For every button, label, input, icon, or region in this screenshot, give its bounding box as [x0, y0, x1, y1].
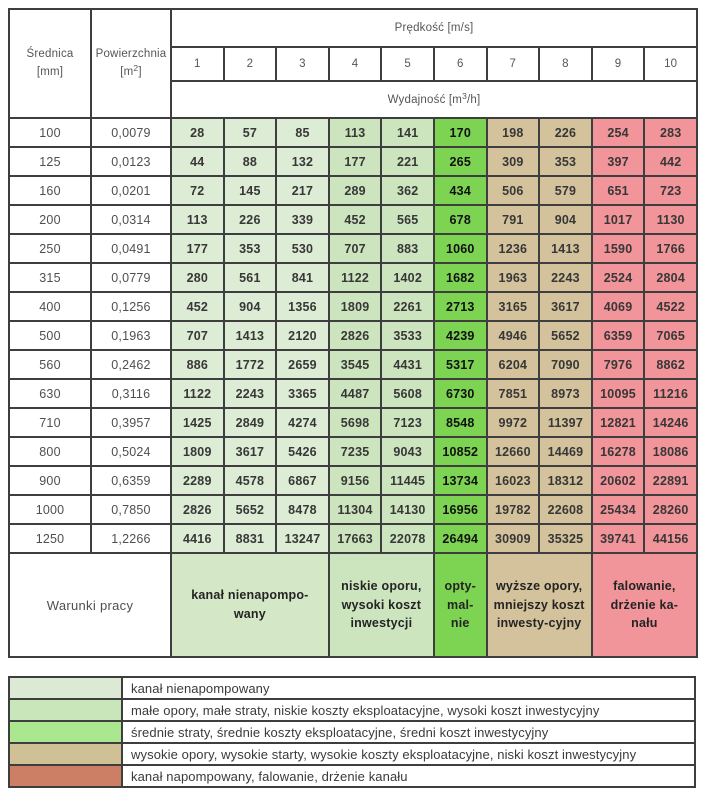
capacity-cell: 7235	[329, 437, 382, 466]
table-row	[9, 437, 697, 466]
velocity-value: 8	[539, 47, 592, 81]
capacity-cell: 6204	[487, 350, 540, 379]
capacity-cell: 5698	[329, 408, 382, 437]
table-row	[9, 321, 697, 350]
capacity-unit-superscript: 3	[462, 90, 468, 101]
legend-row	[9, 721, 695, 743]
capacity-cell: 72	[171, 176, 224, 205]
table-row	[9, 379, 697, 408]
table-row	[9, 234, 697, 263]
capacity-cell: 8548	[434, 408, 487, 437]
capacity-cell: 353	[539, 147, 592, 176]
capacity-cell: 177	[171, 234, 224, 263]
capacity-header: Wydajność $[m^3/h]$	[171, 81, 697, 118]
capacity-cell: 1017	[592, 205, 645, 234]
capacity-cell: 309	[487, 147, 540, 176]
capacity-cell: 16278	[592, 437, 645, 466]
capacity-cell: 723	[644, 176, 697, 205]
capacity-cell: 3533	[381, 321, 434, 350]
capacity-cell: 26494	[434, 524, 487, 553]
legend-row	[9, 699, 695, 721]
capacity-cell: 2243	[224, 379, 277, 408]
capacity-cell: 397	[592, 147, 645, 176]
condition-higher-resistance: wyższe opory, mniejszy koszt inwesty-cyjny	[487, 553, 592, 657]
velocity-value: 7	[487, 47, 540, 81]
capacity-cell: 289	[329, 176, 382, 205]
area-header-label: Powierzchnia	[95, 48, 167, 61]
capacity-cell: 886	[171, 350, 224, 379]
capacity-cell: 217	[276, 176, 329, 205]
diameter-cell: 500	[9, 321, 91, 350]
capacity-cell: 904	[224, 292, 277, 321]
capacity-cell: 254	[592, 118, 645, 147]
capacity-cell: 678	[434, 205, 487, 234]
area-cell: 0,5024	[91, 437, 171, 466]
capacity-cell: 579	[539, 176, 592, 205]
capacity-cell: 1122	[329, 263, 382, 292]
capacity-cell: 883	[381, 234, 434, 263]
capacity-cell: 18312	[539, 466, 592, 495]
capacity-cell: 8831	[224, 524, 277, 553]
diameter-cell: 1000	[9, 495, 91, 524]
capacity-cell: 2289	[171, 466, 224, 495]
capacity-cell: 1236	[487, 234, 540, 263]
capacity-cell: 452	[171, 292, 224, 321]
capacity-cell: 565	[381, 205, 434, 234]
legend-label: średnie straty, średnie koszty eksploatacyjne, średni koszt inwestycyjny	[122, 721, 695, 743]
legend-row	[9, 677, 695, 699]
capacity-cell: 2826	[329, 321, 382, 350]
capacity-cell: 283	[644, 118, 697, 147]
capacity-cell: 10095	[592, 379, 645, 408]
area-cell: 0,0491	[91, 234, 171, 263]
capacity-cell: 1413	[224, 321, 277, 350]
capacity-cell: 22078	[381, 524, 434, 553]
capacity-cell: 3545	[329, 350, 382, 379]
diameter-cell: 630	[9, 379, 91, 408]
diameter-header	[9, 9, 91, 118]
capacity-cell: 16023	[487, 466, 540, 495]
capacity-cell: 28	[171, 118, 224, 147]
velocity-value: 6	[434, 47, 487, 81]
capacity-cell: 5426	[276, 437, 329, 466]
capacity-cell: 3617	[539, 292, 592, 321]
capacity-cell: 5317	[434, 350, 487, 379]
diameter-cell: 560	[9, 350, 91, 379]
diameter-cell: 900	[9, 466, 91, 495]
area-cell: 0,2462	[91, 350, 171, 379]
legend-row	[9, 765, 695, 787]
capacity-cell: 12660	[487, 437, 540, 466]
capacity-cell: 434	[434, 176, 487, 205]
capacity-cell: 2659	[276, 350, 329, 379]
capacity-cell: 1809	[329, 292, 382, 321]
capacity-cell: 1130	[644, 205, 697, 234]
capacity-cell: 9043	[381, 437, 434, 466]
capacity-cell: 13247	[276, 524, 329, 553]
capacity-cell: 3165	[487, 292, 540, 321]
legend-label: kanał napompowany, falowanie, drżenie kanału	[122, 765, 695, 787]
table-row	[9, 350, 697, 379]
capacity-cell: 3617	[224, 437, 277, 466]
capacity-cell: 452	[329, 205, 382, 234]
capacity-cell: 145	[224, 176, 277, 205]
capacity-cell: 4069	[592, 292, 645, 321]
area-cell: 0,3116	[91, 379, 171, 408]
area-unit-superscript: 2	[133, 62, 139, 73]
legend-label: wysokie opory, wysokie starty, wysokie koszty eksploatacyjne, niski koszt inwestycyjny	[122, 743, 695, 765]
area-header-unit: $[m^2]$	[120, 62, 142, 78]
table-row	[9, 118, 697, 147]
capacity-cell: 1809	[171, 437, 224, 466]
diameter-cell: 200	[9, 205, 91, 234]
capacity-cell: 8478	[276, 495, 329, 524]
velocity-value: 3	[276, 47, 329, 81]
legend-swatch	[9, 765, 122, 787]
legend-swatch	[9, 699, 122, 721]
capacity-cell: 339	[276, 205, 329, 234]
area-cell: 0,0314	[91, 205, 171, 234]
capacity-cell: 2713	[434, 292, 487, 321]
legend-swatch	[9, 743, 122, 765]
area-cell: 0,0201	[91, 176, 171, 205]
capacity-cell: 226	[539, 118, 592, 147]
capacity-table	[8, 8, 698, 658]
capacity-cell: 2826	[171, 495, 224, 524]
capacity-cell: 5652	[224, 495, 277, 524]
capacity-cell: 4946	[487, 321, 540, 350]
capacity-cell: 1772	[224, 350, 277, 379]
area-header	[91, 9, 171, 118]
capacity-cell: 28260	[644, 495, 697, 524]
legend-table	[8, 676, 696, 788]
capacity-cell: 362	[381, 176, 434, 205]
capacity-cell: 113	[329, 118, 382, 147]
velocity-value: 1	[171, 47, 224, 81]
capacity-cell: 442	[644, 147, 697, 176]
velocity-value: 4	[329, 47, 382, 81]
capacity-cell: 35325	[539, 524, 592, 553]
table-row	[9, 292, 697, 321]
capacity-cell: 1425	[171, 408, 224, 437]
capacity-cell: 1122	[171, 379, 224, 408]
capacity-cell: 2243	[539, 263, 592, 292]
diameter-cell: 315	[9, 263, 91, 292]
table-row	[9, 408, 697, 437]
capacity-cell: 44156	[644, 524, 697, 553]
capacity-cell: 11445	[381, 466, 434, 495]
legend-swatch	[9, 677, 122, 699]
capacity-cell: 14469	[539, 437, 592, 466]
capacity-cell: 3365	[276, 379, 329, 408]
capacity-cell: 5608	[381, 379, 434, 408]
capacity-cell: 2120	[276, 321, 329, 350]
capacity-cell: 141	[381, 118, 434, 147]
capacity-cell: 6867	[276, 466, 329, 495]
capacity-cell: 12821	[592, 408, 645, 437]
area-cell: 0,0779	[91, 263, 171, 292]
capacity-cell: 651	[592, 176, 645, 205]
diameter-header-unit: [mm]	[36, 65, 64, 78]
area-cell: 1,2266	[91, 524, 171, 553]
capacity-cell: 1060	[434, 234, 487, 263]
capacity-cell: 9156	[329, 466, 382, 495]
table-row	[9, 466, 697, 495]
capacity-cell: 11397	[539, 408, 592, 437]
velocity-value: 9	[592, 47, 645, 81]
legend-label: kanał nienapompowany	[122, 677, 695, 699]
capacity-cell: 30909	[487, 524, 540, 553]
capacity-cell: 11216	[644, 379, 697, 408]
capacity-cell: 265	[434, 147, 487, 176]
diameter-cell: 710	[9, 408, 91, 437]
capacity-cell: 1590	[592, 234, 645, 263]
capacity-cell: 707	[171, 321, 224, 350]
table-row	[9, 205, 697, 234]
capacity-cell: 14130	[381, 495, 434, 524]
capacity-cell: 2524	[592, 263, 645, 292]
capacity-cell: 18086	[644, 437, 697, 466]
table-row	[9, 176, 697, 205]
capacity-cell: 4416	[171, 524, 224, 553]
capacity-cell: 19782	[487, 495, 540, 524]
capacity-cell: 353	[224, 234, 277, 263]
capacity-cell: 6359	[592, 321, 645, 350]
velocity-value: 5	[381, 47, 434, 81]
area-cell: 0,6359	[91, 466, 171, 495]
condition-oscillation: falowanie, drżenie ka-nału	[592, 553, 697, 657]
capacity-cell: 20602	[592, 466, 645, 495]
working-conditions-row	[9, 553, 697, 657]
capacity-cell: 2849	[224, 408, 277, 437]
area-cell: 0,1256	[91, 292, 171, 321]
area-cell: 0,1963	[91, 321, 171, 350]
capacity-cell: 1766	[644, 234, 697, 263]
legend-swatch	[9, 721, 122, 743]
velocity-value: 2	[224, 47, 277, 81]
capacity-cell: 25434	[592, 495, 645, 524]
capacity-cell: 7090	[539, 350, 592, 379]
velocity-value: 10	[644, 47, 697, 81]
capacity-cell: 4578	[224, 466, 277, 495]
table-row	[9, 524, 697, 553]
capacity-cell: 904	[539, 205, 592, 234]
capacity-cell: 221	[381, 147, 434, 176]
capacity-cell: 44	[171, 147, 224, 176]
diameter-header-label: Średnica	[26, 48, 74, 61]
diameter-cell: 250	[9, 234, 91, 263]
capacity-cell: 13734	[434, 466, 487, 495]
condition-optimal: opty-mal-nie	[434, 553, 487, 657]
capacity-cell: 2804	[644, 263, 697, 292]
capacity-cell: 4522	[644, 292, 697, 321]
working-conditions-label: Warunki pracy	[9, 553, 171, 657]
capacity-cell: 8973	[539, 379, 592, 408]
capacity-cell: 198	[487, 118, 540, 147]
capacity-cell: 4274	[276, 408, 329, 437]
capacity-cell: 2261	[381, 292, 434, 321]
condition-unpressurized: kanał nienapompo-wany	[171, 553, 329, 657]
capacity-cell: 1356	[276, 292, 329, 321]
area-cell: 0,0123	[91, 147, 171, 176]
capacity-cell: 4431	[381, 350, 434, 379]
area-cell: 0,3957	[91, 408, 171, 437]
capacity-cell: 170	[434, 118, 487, 147]
capacity-cell: 6730	[434, 379, 487, 408]
capacity-cell: 1682	[434, 263, 487, 292]
capacity-cell: 506	[487, 176, 540, 205]
capacity-cell: 17663	[329, 524, 382, 553]
capacity-cell: 16956	[434, 495, 487, 524]
capacity-cell: 4487	[329, 379, 382, 408]
capacity-cell: 22891	[644, 466, 697, 495]
table-row	[9, 147, 697, 176]
capacity-cell: 1402	[381, 263, 434, 292]
capacity-cell: 10852	[434, 437, 487, 466]
table-row	[9, 495, 697, 524]
capacity-cell: 280	[171, 263, 224, 292]
capacity-cell: 11304	[329, 495, 382, 524]
legend-label: małe opory, małe straty, niskie koszty eksploatacyjne, wysoki koszt inwestycyjny	[122, 699, 695, 721]
capacity-cell: 226	[224, 205, 277, 234]
capacity-cell: 530	[276, 234, 329, 263]
header-row-velocity	[9, 9, 697, 47]
capacity-cell: 39741	[592, 524, 645, 553]
capacity-cell: 113	[171, 205, 224, 234]
velocity-header: Prędkość [m/s]	[171, 9, 697, 47]
capacity-cell: 132	[276, 147, 329, 176]
legend-row	[9, 743, 695, 765]
capacity-cell: 7065	[644, 321, 697, 350]
diameter-cell: 800	[9, 437, 91, 466]
capacity-cell: 561	[224, 263, 277, 292]
table-row	[9, 263, 697, 292]
capacity-cell: 1963	[487, 263, 540, 292]
capacity-cell: 57	[224, 118, 277, 147]
capacity-cell: 7976	[592, 350, 645, 379]
capacity-cell: 707	[329, 234, 382, 263]
capacity-cell: 1413	[539, 234, 592, 263]
capacity-cell: 9972	[487, 408, 540, 437]
area-cell: 0,7850	[91, 495, 171, 524]
diameter-cell: 125	[9, 147, 91, 176]
capacity-cell: 7123	[381, 408, 434, 437]
capacity-table-body	[9, 118, 697, 553]
capacity-cell: 22608	[539, 495, 592, 524]
capacity-cell: 177	[329, 147, 382, 176]
condition-low-resistance: niskie oporu, wysoki koszt inwestycji	[329, 553, 434, 657]
capacity-cell: 8862	[644, 350, 697, 379]
capacity-cell: 85	[276, 118, 329, 147]
capacity-cell: 791	[487, 205, 540, 234]
capacity-cell: 841	[276, 263, 329, 292]
diameter-cell: 100	[9, 118, 91, 147]
capacity-cell: 88	[224, 147, 277, 176]
diameter-cell: 400	[9, 292, 91, 321]
capacity-cell: 5652	[539, 321, 592, 350]
capacity-cell: 7851	[487, 379, 540, 408]
diameter-cell: 160	[9, 176, 91, 205]
capacity-cell: 14246	[644, 408, 697, 437]
diameter-cell: 1250	[9, 524, 91, 553]
area-cell: 0,0079	[91, 118, 171, 147]
capacity-cell: 4239	[434, 321, 487, 350]
